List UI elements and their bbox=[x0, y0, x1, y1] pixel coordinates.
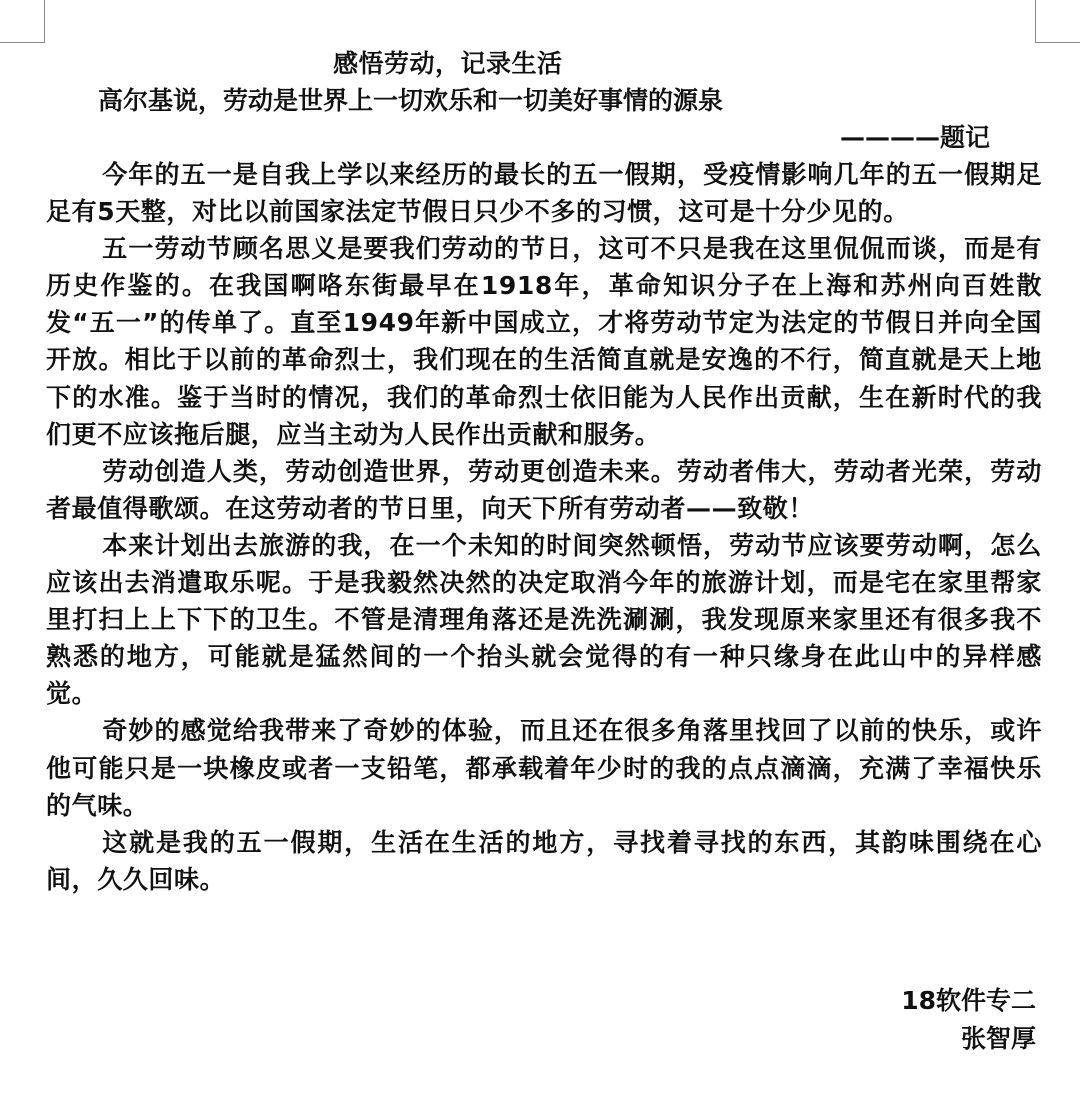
signature-block bbox=[901, 982, 1036, 1058]
paragraph-4: 本来计划出去旅游的我，在一个未知的时间突然顿悟，劳动节应该要劳动啊，怎么应该出去消遣取乐呢。于是我毅然决然的决定取消今年的旅游计划，而是宅在家里帮家里打扫上上下下的卫生。不管是清理角落还是洗洗涮涮，我发现原来家里还有很多我不熟悉的地方，可能就是猛然间的一个抬头就会觉得的有一种只缘身在此山中的异样感觉。 bbox=[46, 530, 1042, 709]
paragraph-1: 今年的五一是自我上学以来经历的最长的五一假期，受疫情影响几年的五一假期足足有5天整，对比以前国家法定节假日只少不多的习惯，这可是十分少见的。 bbox=[46, 160, 1042, 227]
signature-author: 张智厚 bbox=[960, 1024, 1036, 1053]
document-body bbox=[46, 40, 1042, 898]
document-title: 感悟劳动，记录生活 bbox=[333, 49, 563, 78]
signature-class: 18软件专二 bbox=[901, 986, 1036, 1015]
crop-mark-top-left bbox=[0, 0, 45, 43]
paragraph-6: 这就是我的五一假期，生活在生活的地方，寻找着寻找的东西，其韵味围绕在心间，久久回味。 bbox=[46, 827, 1042, 894]
epigraph: 高尔基说，劳动是世界上一切欢乐和一切美好事情的源泉 bbox=[98, 86, 724, 115]
paragraph-3: 劳动创造人类，劳动创造世界，劳动更创造未来。劳动者伟大，劳动者光荣，劳动者最值得歌颂。在这劳动者的节日里，向天下所有劳动者——致敬！ bbox=[46, 456, 1042, 523]
epigraph-inscription: ————题记 bbox=[839, 123, 990, 152]
paragraph-5: 奇妙的感觉给我带来了奇妙的体验，而且还在很多角落里找回了以前的快乐，或许他可能只是一块橡皮或者一支铅笔，都承载着年少时的我的点点滴滴，充满了幸福快乐的气味。 bbox=[46, 716, 1042, 820]
crop-mark-top-right bbox=[1035, 0, 1080, 43]
paragraph-2: 五一劳动节顾名思义是要我们劳动的节日，这可不只是我在这里侃侃而谈，而是有历史作鉴的。在我国啊咯东街最早在1918年，革命知识分子在上海和苏州向百姓散发“五一”的传单了。直至1949年新中国成立，才将劳动节定为法定的节假日并向全国开放。相比于以前的革命烈士，我们现在的生活简直就是安逸的不行，简直就是天上地下的水准。鉴于当时的情况，我们的革命烈士依旧能为人民作出贡献，生在新时代的我们更不应该拖后腿，应当主动为人民作出贡献和服务。 bbox=[46, 234, 1042, 449]
